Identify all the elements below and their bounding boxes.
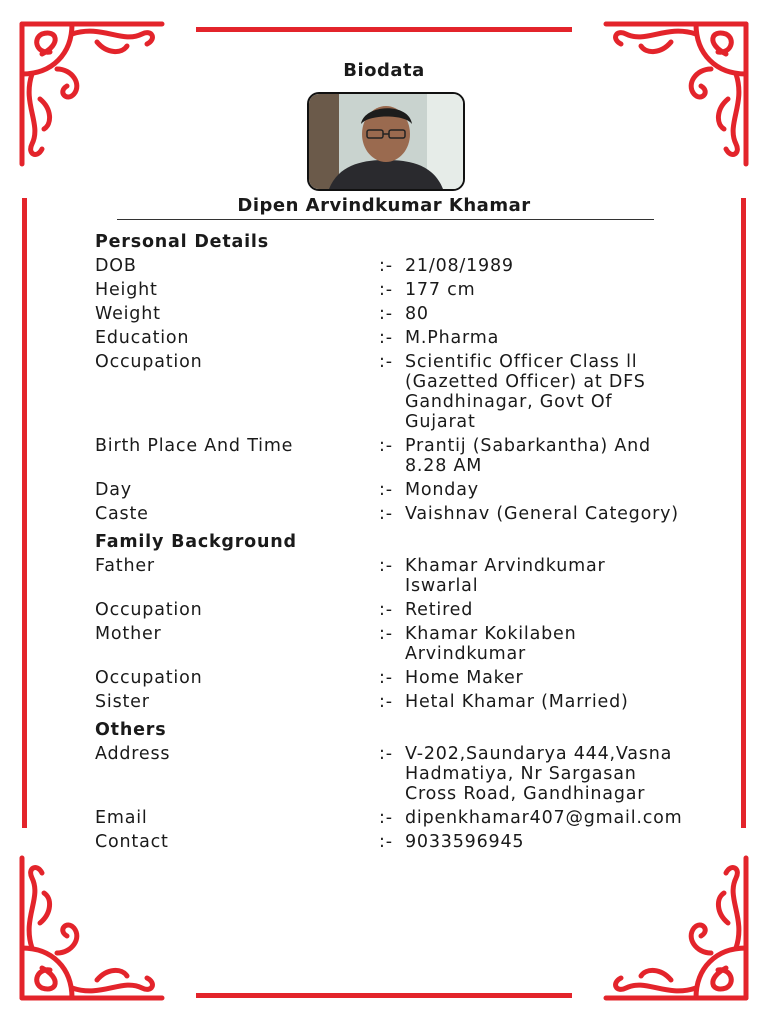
- field-label: Occupation: [95, 600, 203, 620]
- field-separator: :-: [379, 352, 393, 372]
- field-value: Scientific Officer Class ll (Gazetted Officer) at DFS Gandhinagar, Govt Of Gujarat: [405, 352, 646, 432]
- field-separator: :-: [379, 256, 393, 276]
- section-heading-personal: Personal Details: [95, 232, 269, 252]
- row-education: [95, 328, 695, 348]
- field-separator: :-: [379, 692, 393, 712]
- page-title: Biodata: [343, 60, 425, 81]
- field-label: Education: [95, 328, 190, 348]
- field-label: Occupation: [95, 668, 203, 688]
- biodata-content: [95, 228, 695, 856]
- row-mother-occupation: [95, 668, 695, 688]
- field-label: Day: [95, 480, 132, 500]
- field-value: Home Maker: [405, 668, 524, 688]
- field-separator: :-: [379, 808, 393, 828]
- field-value: Khamar Arvindkumar Iswarlal: [405, 556, 606, 596]
- row-sister: [95, 692, 695, 712]
- row-occupation: [95, 352, 695, 432]
- field-label: Occupation: [95, 352, 203, 372]
- row-email: [95, 808, 695, 828]
- row-dob: [95, 256, 695, 276]
- border-left: [22, 198, 27, 828]
- field-value: V-202,Saundarya 444,Vasna Hadmatiya, Nr Sargasan Cross Road, Gandhinagar: [405, 744, 673, 804]
- field-value: Prantij (Sabarkantha) And 8.28 AM: [405, 436, 651, 476]
- field-label: Father: [95, 556, 155, 576]
- row-height: [95, 280, 695, 300]
- field-label: DOB: [95, 256, 137, 276]
- field-value: dipenkhamar407@gmail.com: [405, 808, 683, 828]
- field-separator: :-: [379, 744, 393, 764]
- field-value: Retired: [405, 600, 474, 620]
- section-heading-family: Family Background: [95, 532, 297, 552]
- corner-ornament-top-right: [596, 14, 756, 174]
- row-address: [95, 744, 695, 804]
- row-contact: [95, 832, 695, 852]
- border-right: [741, 198, 746, 828]
- field-value: M.Pharma: [405, 328, 500, 348]
- field-label: Email: [95, 808, 148, 828]
- row-father: [95, 556, 695, 596]
- field-separator: :-: [379, 624, 393, 644]
- field-separator: :-: [379, 556, 393, 576]
- field-value: 177 cm: [405, 280, 476, 300]
- row-father-occupation: [95, 600, 695, 620]
- field-label: Height: [95, 280, 158, 300]
- field-separator: :-: [379, 480, 393, 500]
- field-separator: :-: [379, 832, 393, 852]
- field-value: Hetal Khamar (Married): [405, 692, 629, 712]
- field-separator: :-: [379, 280, 393, 300]
- profile-photo: [307, 92, 465, 191]
- field-separator: :-: [379, 436, 393, 456]
- field-separator: :-: [379, 668, 393, 688]
- row-birth-place-time: [95, 436, 695, 476]
- field-value: 21/08/1989: [405, 256, 514, 276]
- field-label: Address: [95, 744, 171, 764]
- field-label: Birth Place And Time: [95, 436, 294, 456]
- row-caste: [95, 504, 695, 524]
- corner-ornament-bottom-right: [596, 848, 756, 1008]
- field-separator: :-: [379, 600, 393, 620]
- border-top: [196, 27, 572, 32]
- field-value: Monday: [405, 480, 479, 500]
- field-label: Contact: [95, 832, 169, 852]
- field-label: Sister: [95, 692, 150, 712]
- field-value: Vaishnav (General Category): [405, 504, 679, 524]
- section-heading-others: Others: [95, 720, 167, 740]
- field-value: 9033596945: [405, 832, 525, 852]
- name-underline: [117, 219, 654, 220]
- border-bottom: [196, 993, 572, 998]
- corner-ornament-top-left: [12, 14, 172, 174]
- person-photo-icon: [309, 94, 463, 189]
- row-weight: [95, 304, 695, 324]
- row-mother: [95, 624, 695, 664]
- field-label: Caste: [95, 504, 149, 524]
- field-value: 80: [405, 304, 429, 324]
- field-separator: :-: [379, 304, 393, 324]
- row-day: [95, 480, 695, 500]
- person-name: Dipen Arvindkumar Khamar: [237, 195, 531, 216]
- corner-ornament-bottom-left: [12, 848, 172, 1008]
- field-label: Weight: [95, 304, 161, 324]
- field-value: Khamar Kokilaben Arvindkumar: [405, 624, 577, 664]
- field-separator: :-: [379, 328, 393, 348]
- field-label: Mother: [95, 624, 162, 644]
- field-separator: :-: [379, 504, 393, 524]
